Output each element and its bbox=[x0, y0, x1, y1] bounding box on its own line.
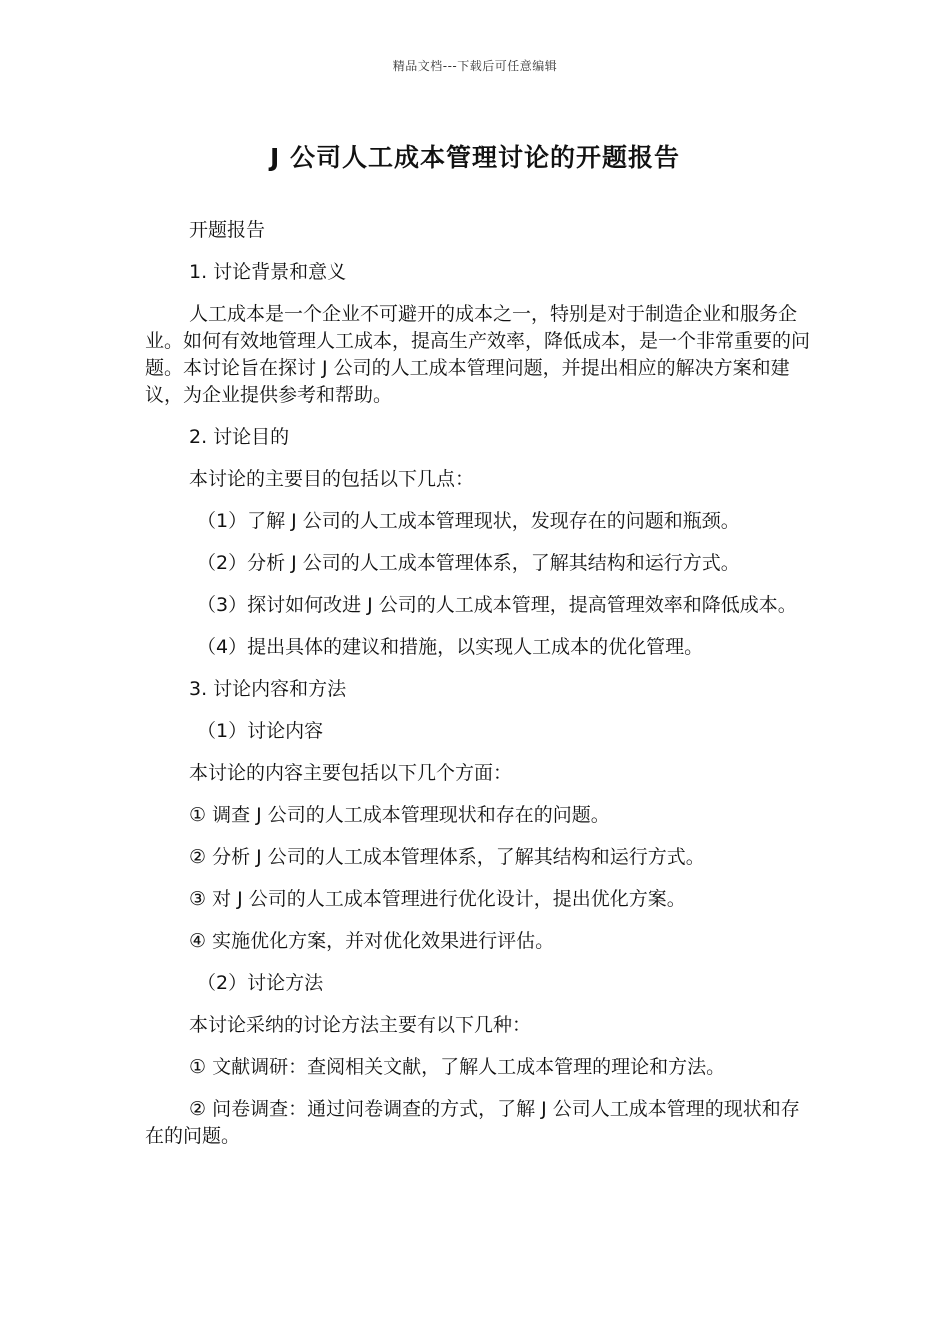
subsection-heading: （1）讨论内容 bbox=[197, 720, 324, 742]
section-label: 开题报告 bbox=[189, 219, 266, 241]
list-item: ① 文献调研：查阅相关文献，了解人工成本管理的理论和方法。 bbox=[189, 1056, 726, 1078]
list-item: ① 调查 J 公司的人工成本管理现状和存在的问题。 bbox=[189, 804, 610, 826]
list-item: （1）了解 J 公司的人工成本管理现状，发现存在的问题和瓶颈。 bbox=[197, 510, 740, 532]
page-header: 精品文档---下载后可任意编辑 bbox=[392, 59, 558, 73]
paragraph: 本讨论的主要目的包括以下几点： bbox=[189, 468, 475, 490]
list-item: ② 问卷调查：通过问卷调查的方式，了解 J 公司人工成本管理的现状和存在的问题。 bbox=[145, 1098, 800, 1147]
paragraph: 本讨论采纳的讨论方法主要有以下几种： bbox=[189, 1014, 532, 1036]
subsection-heading: （2）讨论方法 bbox=[197, 972, 324, 994]
paragraph: 本讨论的内容主要包括以下几个方面： bbox=[189, 762, 513, 784]
section-heading: 1. 讨论背景和意义 bbox=[189, 261, 347, 283]
list-item: （4）提出具体的建议和措施，以实现人工成本的优化管理。 bbox=[197, 636, 704, 658]
section-heading: 3. 讨论内容和方法 bbox=[189, 678, 347, 700]
list-item: （3）探讨如何改进 J 公司的人工成本管理，提高管理效率和降低成本。 bbox=[197, 594, 797, 616]
document-title: J 公司人工成本管理讨论的开题报告 bbox=[269, 143, 680, 172]
paragraph: 人工成本是一个企业不可避开的成本之一，特别是对于制造企业和服务企业。如何有效地管理人工成本，提高生产效率，降低成本，是一个非常重要的问题。本讨论旨在探讨 J 公司的人工成本管理问题，并提出相应的解决方案和建议，为企业提供参考和帮助。 bbox=[145, 303, 811, 406]
list-item: ④ 实施优化方案，并对优化效果进行评估。 bbox=[189, 930, 555, 952]
list-item: ③ 对 J 公司的人工成本管理进行优化设计，提出优化方案。 bbox=[189, 888, 686, 910]
list-item: （2）分析 J 公司的人工成本管理体系，了解其结构和运行方式。 bbox=[197, 552, 740, 574]
section-heading: 2. 讨论目的 bbox=[189, 426, 290, 448]
list-item: ② 分析 J 公司的人工成本管理体系，了解其结构和运行方式。 bbox=[189, 846, 705, 868]
document-body bbox=[145, 217, 810, 1165]
